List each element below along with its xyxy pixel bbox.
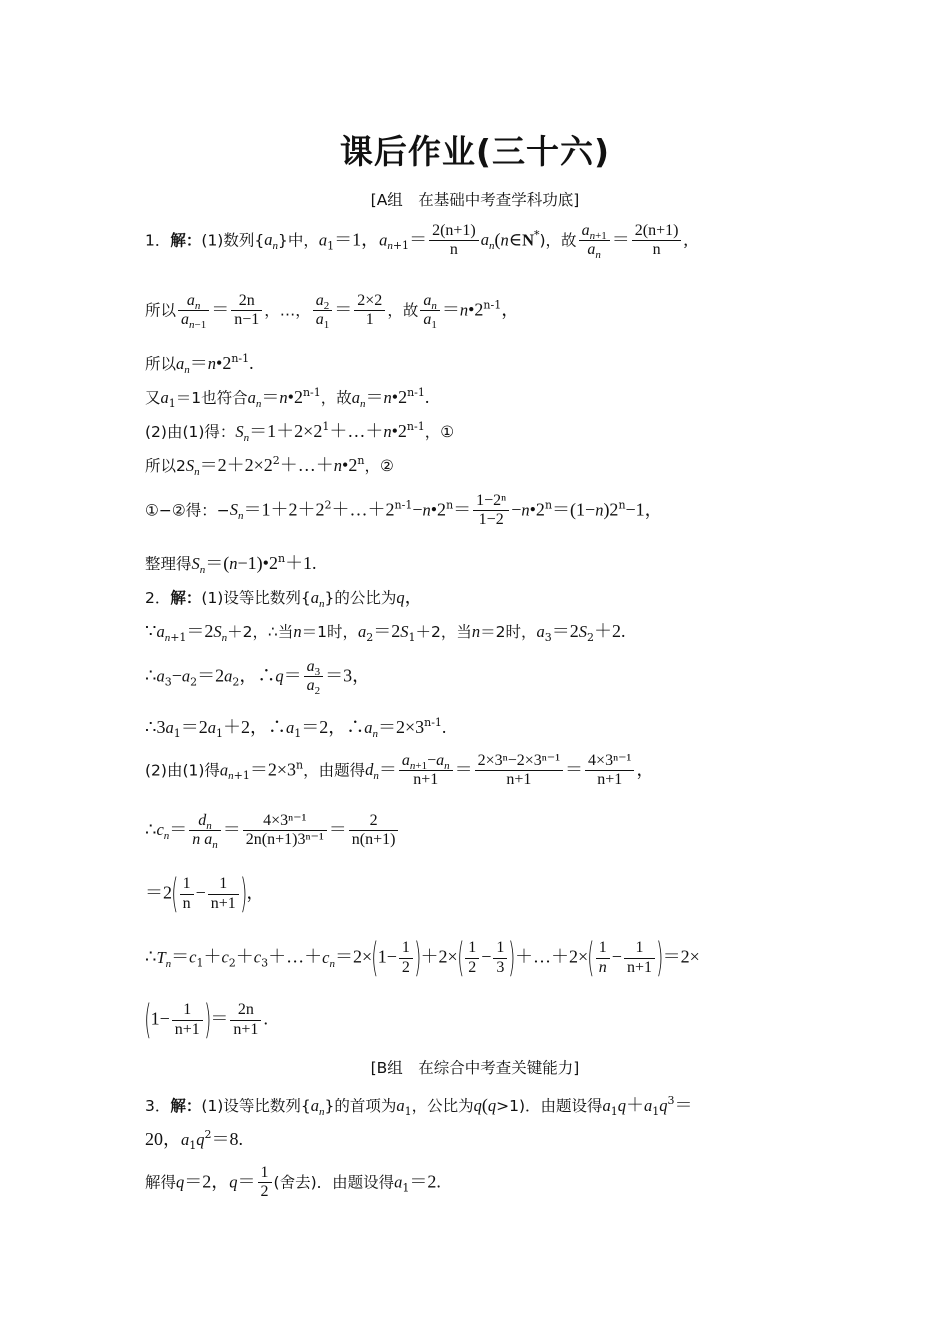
problem-1-line-5: (2)由(1)得：$S_n=1+2\times 2^1+\dots+n•2^{n-1}$，①: [145, 420, 455, 444]
problem-1-line-4: 又$a_1=1$也符合$a_n=n•2^{n-1}$，故$a_n=n•2^{n-1}$.: [145, 386, 430, 410]
problem-2-line-3: $\therefore a_3-a_2=2a_2$，∴q＝ $\frac{a_3}{a_2}$ ＝3，: [145, 658, 371, 698]
problem-1-line-3: 所以$a_n=n•2^{n-1}$.: [145, 352, 254, 376]
fraction: $\frac{2(n+1)}{n}$: [429, 222, 479, 260]
problem-3-line-1: 3．解：(1)设等比数列$\{a_n\}$的首项为$a_1$，公比为q(q>1)．由题设得$a_1q+a_1q^3=$: [145, 1094, 693, 1118]
problem-3-line-3: 解得q＝2，q＝ $\frac{1}{2}$ (舍去)．由题设得$a_1=2$.: [145, 1164, 441, 1201]
problem-2-line-1: 2．解：(1)设等比数列$\{a_n\}$的公比为q，: [145, 587, 423, 610]
problem-1-line-6: 所以$2S_n=2+2\times 2^2+\dots+n•2^n$，②: [145, 454, 394, 478]
problem-2-line-6: $\therefore c_n=$ $\frac{d_n}{n a_n}$ ＝ $\frac{\text{4×3ⁿ⁻¹}}{\text{2n(n+1)3ⁿ⁻¹}}$ ＝ $\frac{2}{n(n+1)}$: [145, 812, 400, 850]
problem-2-line-2: $\because a_{n+1}=2S_n+2$，∴当n＝1时，$a_2=2S_1+2$，当n＝2时，$a_3=2S_2+2$.: [145, 621, 626, 644]
group-b-heading: [B组 在综合中考查关键能力]: [370, 1059, 580, 1077]
problem-2-line-7: ＝2( $\frac{1}{n}$ − $\frac{1}{n+1}$ )，: [145, 871, 265, 917]
problem-1-line-2: 所以 $\frac{a_n}{a_{n-1}}$ ＝ $\frac{2n}{n-1}$ ，…， $\frac{a_2}{a_1}$ ＝ $\frac{2\times 2}{1}$ ，故 $\frac{a_n}{a_1}$ $=n•2^{n-1}$，: [145, 292, 520, 332]
group-a-heading: [A组 在基础中考查学科功底]: [370, 191, 580, 209]
fraction: $\frac{2(n+1)}{n}$: [632, 222, 682, 260]
problem-1-line-8: 整理得$S_n=(n-1)•2^n+1$.: [145, 552, 317, 576]
problem-1-line-1: 1．解：(1)数列$\{a_n\}$中，$a_1=1$，$a_{n+1}=$ $\frac{2(n+1)}{n}$ $a_n(n\in N^*)$，故 $\frac{a_{n+1}}{a_n}$ ＝ $\frac{2(n+1)}{n}$ ,: [145, 222, 688, 262]
problem-2-line-8: $\therefore T_n=c_1+c_2+c_3+\dots+c_n=2\times(1-$ $\frac{1}{2}$ )＋2×( $\frac{1}{2}$ − $\frac{1}{3}$ )＋…＋2×( $\frac{1}{n}$ − $\frac{1}{n+1}$ )＝2×: [145, 935, 700, 981]
problem-2-line-5: (2)由(1)得$a_{n+1}=2\times 3^n$，由题得$d_n=$ $\frac{a_{n+1}-a_n}{n+1}$ ＝ $\frac{\text{2×3ⁿ−2×3ⁿ⁻¹}}{n+1}$ ＝ $\frac{\text{4×3ⁿ⁻¹}}{n+1}$ ，: [145, 752, 655, 789]
problem-1-line-7: ①−②得：$-S_n=1+2+2^2+\dots+2^{n-1}-n•2^n=$ $\frac{\text{1−2ⁿ}}{1-2}$ $-n•2^n=(1-n)2^n-1$，: [145, 492, 663, 529]
page-title: 课后作业(三十六): [339, 132, 611, 171]
problem-2-line-9: (1− $\frac{1}{n+1}$ )＝ $\frac{2n}{n+1}$ .: [144, 997, 268, 1043]
problem-3-line-2: 20，$a_1q^2=8$.: [145, 1128, 243, 1152]
problem-2-line-4: $\therefore 3a_1=2a_1+2$，$\therefore a_1=2$，$\therefore a_n=2\times 3^{n-1}$.: [145, 716, 447, 740]
